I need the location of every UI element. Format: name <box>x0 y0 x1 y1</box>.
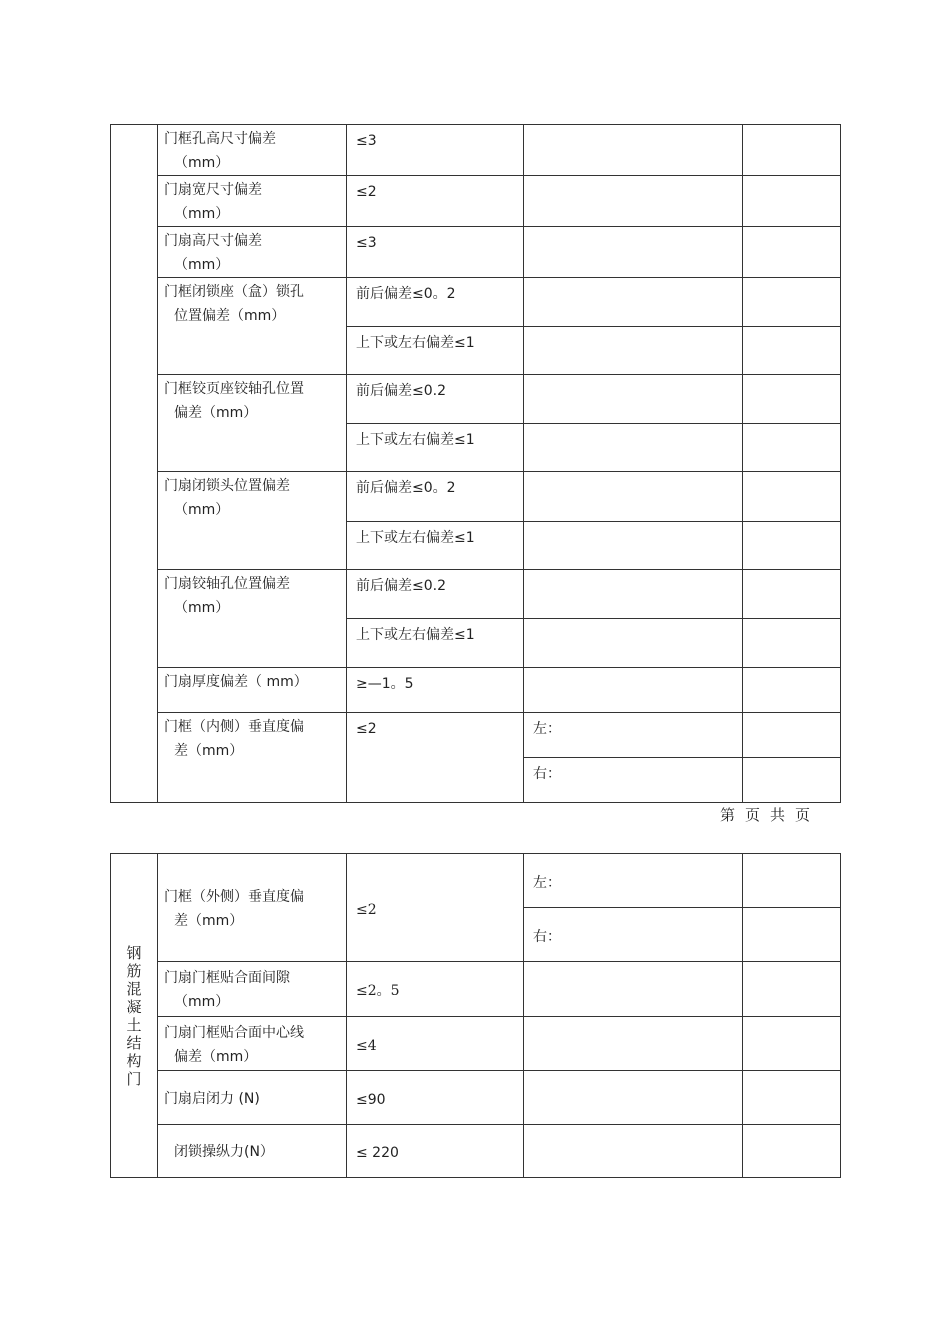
result-cell[interactable] <box>743 570 841 619</box>
measured-cell[interactable] <box>524 327 743 375</box>
measured-cell-left[interactable]: 左： <box>524 713 743 758</box>
standard-cell: ≤3 <box>347 125 524 176</box>
standard-cell: ≤3 <box>347 227 524 278</box>
item-cell: 门扇铰轴孔位置偏差 （mm） <box>158 570 347 668</box>
measured-cell[interactable] <box>524 1071 743 1125</box>
standard-cell: ≤90 <box>347 1071 524 1125</box>
measured-cell[interactable] <box>524 227 743 278</box>
item-cell: 门框（外侧）垂直度偏 差（mm） <box>158 854 347 962</box>
measured-cell[interactable] <box>524 962 743 1017</box>
item-cell: 门扇厚度偏差（ mm） <box>158 668 347 713</box>
item-cell: 门扇宽尺寸偏差 （mm） <box>158 176 347 227</box>
standard-cell: 前后偏差≤0.2 <box>347 570 524 619</box>
standard-cell: ≤2 <box>347 713 524 803</box>
result-cell[interactable] <box>743 1071 841 1125</box>
result-cell[interactable] <box>743 522 841 570</box>
standard-cell: 上下或左右偏差≤1 <box>347 327 524 375</box>
result-cell[interactable] <box>743 327 841 375</box>
standard-cell: 上下或左右偏差≤1 <box>347 424 524 472</box>
result-cell[interactable] <box>743 668 841 713</box>
inspection-table-2 <box>110 853 841 1178</box>
result-cell[interactable] <box>743 1017 841 1071</box>
standard-cell: ≤2 <box>347 176 524 227</box>
result-cell[interactable] <box>743 176 841 227</box>
standard-cell: ≤2。5 <box>347 962 524 1017</box>
result-cell[interactable] <box>743 908 841 962</box>
measured-cell[interactable] <box>524 472 743 522</box>
standard-cell: ≤4 <box>347 1017 524 1071</box>
measured-cell-right[interactable]: 右： <box>524 758 743 803</box>
item-cell: 闭锁操纵力(N） <box>158 1125 347 1178</box>
result-cell[interactable] <box>743 125 841 176</box>
result-cell[interactable] <box>743 227 841 278</box>
measured-cell[interactable] <box>524 1017 743 1071</box>
category-label: 钢筋混凝土结构门 <box>111 854 158 1178</box>
measured-cell[interactable] <box>524 619 743 668</box>
measured-cell[interactable] <box>524 278 743 327</box>
measured-cell[interactable] <box>524 668 743 713</box>
standard-cell: 前后偏差≤0。2 <box>347 472 524 522</box>
result-cell[interactable] <box>743 1125 841 1178</box>
result-cell[interactable] <box>743 758 841 803</box>
result-cell[interactable] <box>743 619 841 668</box>
item-cell: 门扇门框贴合面间隙 （mm） <box>158 962 347 1017</box>
standard-cell: ≥—1。5 <box>347 668 524 713</box>
measured-cell[interactable] <box>524 570 743 619</box>
measured-cell[interactable] <box>524 522 743 570</box>
measured-cell-right[interactable]: 右： <box>524 908 743 962</box>
result-cell[interactable] <box>743 854 841 908</box>
result-cell[interactable] <box>743 713 841 758</box>
item-cell: 门扇门框贴合面中心线 偏差（mm） <box>158 1017 347 1071</box>
inspection-table-1 <box>110 124 841 803</box>
result-cell[interactable] <box>743 962 841 1017</box>
item-cell: 门框闭锁座（盒）锁孔 位置偏差（mm） <box>158 278 347 375</box>
result-cell[interactable] <box>743 375 841 424</box>
measured-cell-left[interactable]: 左： <box>524 854 743 908</box>
result-cell[interactable] <box>743 424 841 472</box>
item-cell: 门扇启闭力 (N) <box>158 1071 347 1125</box>
item-cell: 门框铰页座铰轴孔位置 偏差（mm） <box>158 375 347 472</box>
page-footer: 第 页 共 页 <box>720 806 813 824</box>
measured-cell[interactable] <box>524 176 743 227</box>
standard-cell: 前后偏差≤0.2 <box>347 375 524 424</box>
result-cell[interactable] <box>743 278 841 327</box>
standard-cell: 上下或左右偏差≤1 <box>347 522 524 570</box>
measured-cell[interactable] <box>524 1125 743 1178</box>
item-cell: 门扇闭锁头位置偏差 （mm） <box>158 472 347 570</box>
item-cell: 门框孔高尺寸偏差 （mm） <box>158 125 347 176</box>
item-cell: 门扇高尺寸偏差 （mm） <box>158 227 347 278</box>
measured-cell[interactable] <box>524 424 743 472</box>
standard-cell: ≤2 <box>347 854 524 962</box>
item-cell: 门框（内侧）垂直度偏 差（mm） <box>158 713 347 803</box>
side-label-cell <box>111 125 158 803</box>
standard-cell: 上下或左右偏差≤1 <box>347 619 524 668</box>
result-cell[interactable] <box>743 472 841 522</box>
standard-cell: 前后偏差≤0。2 <box>347 278 524 327</box>
measured-cell[interactable] <box>524 125 743 176</box>
measured-cell[interactable] <box>524 375 743 424</box>
standard-cell: ≤ 220 <box>347 1125 524 1178</box>
